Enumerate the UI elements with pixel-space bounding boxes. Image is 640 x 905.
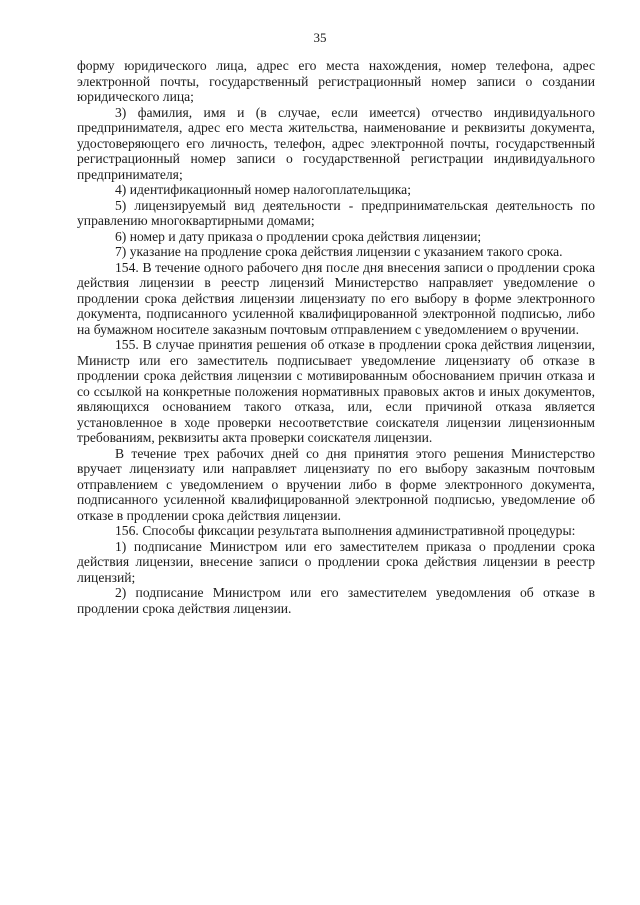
paragraph-156-item-2: 2) подписание Министром или его заместителем уведомления об отказе в продлении срока действия лицензии. — [77, 585, 595, 616]
paragraph-legal-entity-continuation: форму юридического лица, адрес его места нахождения, номер телефона, адрес электронной почты, государственный регистрационный номер записи о создании юридического лица; — [77, 58, 595, 104]
paragraph-item-7-term: 7) указание на продление срока действия лицензии с указанием такого срока. — [115, 244, 563, 259]
paragraph-156: 156. Способы фиксации результата выполнения административной процедуры: — [115, 523, 576, 538]
page-number: 35 — [313, 30, 327, 45]
paragraph-item-6-order: 6) номер и дату приказа о продлении срока действия лицензии; — [115, 228, 482, 244]
paragraph-item-4-tax-id: 4) идентификационный номер налогоплательщика; — [115, 182, 411, 197]
paragraph-156-item-1: 1) подписание Министром или его заместителем приказа о продлении срока действия лицензии, внесение записи о продлении срока действия лицензии в реестр лицензий; — [77, 538, 595, 585]
paragraph-155: 155. В случае принятия решения об отказе в продлении срока действия лицензии, Министр или его заместитель подписывает уведомление лицензиату об отказе в продлении срока действия лицензии с мотивированным обоснованием причин отказа и со ссылкой на конкретные положения нормативных правовых актов и иных документов, являющихся основанием такого отказа, или, если причиной отказа является установленное в ходе проверки несоответствие соискателя лицензии лицензионным требованиям, реквизиты акта проверки соискателя лицензии. — [77, 337, 595, 445]
document-body — [77, 58, 595, 616]
paragraph-155-continuation: В течение трех рабочих дней со дня принятия этого решения Министерство вручает лицензиату или направляет лицензиату по его выбору заказным почтовым отправлением с уведомлением о вручении либо в форме электронного документа, подписанного усиленной квалифицированной электронной подписью, уведомление об отказе в продлении срока действия лицензии. — [77, 445, 595, 523]
paragraph-item-3-entrepreneur: 3) фамилия, имя и (в случае, если имеется) отчество индивидуального предпринимателя, адрес его места жительства, наименование и реквизиты документа, удостоверяющего его личность, телефон, адрес электронной почты, государственный регистрационный номер записи о государственной регистрации индивидуального предпринимателя; — [77, 104, 595, 182]
paragraph-item-5-activity: 5) лицензируемый вид деятельности - предпринимательская деятельность по управлению многоквартирными домами; — [77, 197, 595, 228]
paragraph-154: 154. В течение одного рабочего дня после дня внесения записи о продлении срока действия лицензии в реестр лицензий Министерство направляет уведомление о продлении срока действия лицензии лицензиату по его выбору в форме электронного документа, подписанного усиленной квалифицированной электронной подписью, либо на бумажном носителе заказным почтовым отправлением с уведомлением о вручении. — [77, 259, 595, 337]
